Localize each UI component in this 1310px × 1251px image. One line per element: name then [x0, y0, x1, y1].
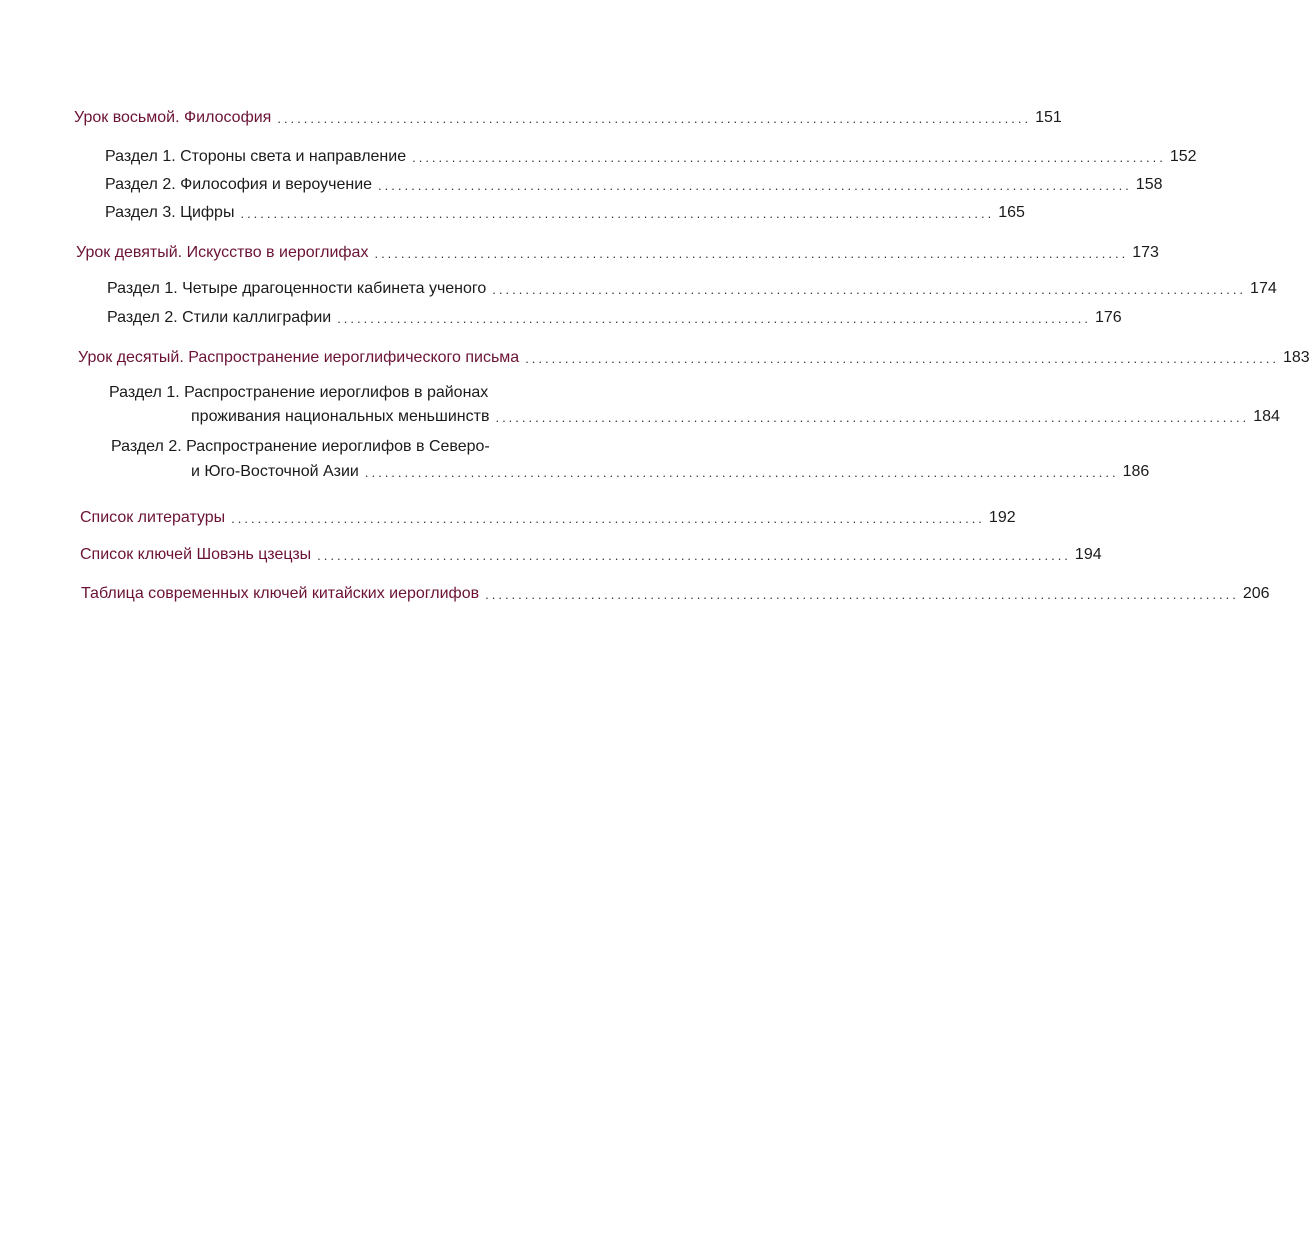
toc-leader-dots: ..................................................................................................................	[364, 465, 1119, 480]
toc-leader-dots: ..................................................................................................................	[374, 246, 1129, 261]
toc-entry-modern-keys[interactable]	[81, 580, 1270, 604]
toc-entry-lesson-8-section-1[interactable]	[105, 143, 1197, 167]
toc-entry-lesson-9[interactable]	[76, 239, 1159, 263]
toc-leader-dots: ..................................................................................................................	[240, 206, 995, 221]
toc-entry-lesson-8-section-3[interactable]	[105, 199, 1025, 223]
toc-entry-page: 174	[1250, 280, 1277, 297]
toc-entry-title: и Юго-Восточной Азии	[191, 463, 359, 480]
toc-entry-title: Список ключей Шовэнь цзецзы	[80, 546, 312, 563]
toc-entry-lesson-10-section-1[interactable]	[191, 403, 1280, 427]
toc-entry-lesson-8-section-2[interactable]	[105, 171, 1163, 195]
toc-entry-title: Список литературы	[80, 509, 226, 526]
toc-leader-dots: ..................................................................................................................	[525, 351, 1279, 366]
toc-entry-lesson-8[interactable]	[74, 104, 1062, 128]
toc-entry-page: 206	[1242, 585, 1270, 602]
toc-entry-title: Таблица современных ключей китайских иероглифов	[81, 585, 480, 602]
toc-entry-lesson-10[interactable]	[78, 344, 1310, 368]
toc-entry-title: Раздел 1. Стороны света и направление	[105, 148, 407, 165]
toc-entry-lesson-9-section-1[interactable]	[107, 275, 1277, 299]
toc-entry-title: Урок десятый. Распространение иероглифического письма	[78, 349, 520, 366]
toc-entry-title: Раздел 1. Четыре драгоценности кабинета ученого	[107, 280, 487, 297]
toc-entry-title: Раздел 3. Цифры	[105, 204, 235, 221]
toc-entry-lesson-10-section-2-line-1: Раздел 2. Распространение иероглифов в Северо-	[111, 438, 490, 455]
toc-entry-lesson-9-section-2[interactable]	[107, 304, 1122, 328]
toc-entry-page: 184	[1253, 408, 1280, 425]
toc-entry-shuowen-keys[interactable]	[80, 541, 1102, 565]
toc-leader-dots: ..................................................................................................................	[337, 311, 1091, 326]
toc-entry-title: Урок восьмой. Философия	[74, 109, 272, 126]
toc-leader-dots: ..................................................................................................................	[277, 111, 1032, 126]
toc-entry-lesson-10-section-2[interactable]	[191, 458, 1150, 482]
toc-leader-dots: ..................................................................................................................	[231, 511, 985, 526]
toc-entry-page: 173	[1132, 244, 1159, 261]
toc-entry-page: 183	[1282, 349, 1310, 366]
toc-entry-page: 194	[1074, 546, 1102, 563]
toc-entry-title: Раздел 2. Философия и вероучение	[105, 176, 373, 193]
toc-entry-title: проживания национальных меньшинств	[191, 408, 490, 425]
toc-leader-dots: ..................................................................................................................	[495, 410, 1250, 425]
toc-entry-title: Урок девятый. Искусство в иероглифах	[76, 244, 369, 261]
toc-entry-title: Раздел 2. Стили каллиграфии	[107, 309, 332, 326]
toc-entry-page: 151	[1035, 109, 1062, 126]
toc-leader-dots: ..................................................................................................................	[412, 150, 1166, 165]
toc-leader-dots: ..................................................................................................................	[492, 282, 1247, 297]
toc-entry-page: 158	[1135, 176, 1163, 193]
toc-entry-bibliography[interactable]	[80, 504, 1016, 528]
toc-entry-page: 152	[1169, 148, 1197, 165]
toc-entry-lesson-10-section-1-line-1: Раздел 1. Распространение иероглифов в районах	[109, 384, 489, 401]
toc-leader-dots: ..................................................................................................................	[317, 548, 1071, 563]
toc-entry-page: 186	[1122, 463, 1150, 480]
toc-entry-page: 192	[988, 509, 1016, 526]
toc-leader-dots: ..................................................................................................................	[485, 587, 1239, 602]
toc-entry-page: 165	[998, 204, 1025, 221]
toc-entry-page: 176	[1094, 309, 1122, 326]
toc-leader-dots: ..................................................................................................................	[378, 178, 1132, 193]
